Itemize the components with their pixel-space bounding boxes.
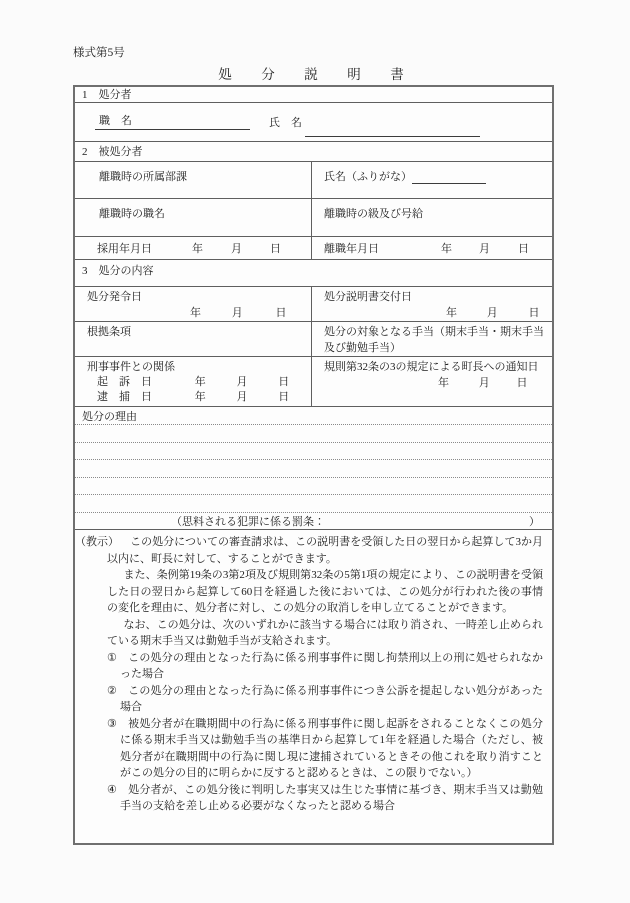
disposer-name-row (75, 103, 552, 142)
delivery-date-label: 処分説明書交付日 (324, 291, 412, 303)
section-1-title: 1 処分者 (82, 89, 132, 101)
penal-provision-close: ） (529, 515, 540, 528)
instruction-paragraph-3: なお、この処分は、次のいずれかに該当する場合には取り消され、一時差し止められている期末手当又は勤勉手当が支給されます。 (107, 618, 543, 647)
reason-fill-line (75, 460, 552, 478)
penal-provision-label: （思料される犯罪に係る罰条： (171, 515, 325, 528)
reason-fill-line (75, 425, 552, 443)
item-2-number: ② (107, 684, 118, 697)
name-furigana-fill-line (412, 169, 486, 184)
allowance-cell (312, 322, 552, 356)
delivery-date-cell (312, 287, 552, 321)
year-label: 年 (192, 243, 203, 255)
day-label: 日 (528, 307, 540, 319)
leave-date-label: 離職年月日 (324, 243, 379, 255)
indictment-date-label: 起 訴 日 (97, 376, 152, 388)
month-label: 月 (231, 307, 243, 319)
month-label: 月 (479, 243, 490, 255)
item-3-number: ③ (107, 717, 118, 730)
hire-date-cell (75, 237, 312, 259)
post-grade-row (75, 199, 552, 237)
criminal-relation-cell (75, 357, 312, 406)
item-4-text: 処分者が、この処分後に判明した事実又は生じた事情に基づき、期末手当又は勤勉手当の支給を差し止める必要がなくなったと認める場合 (120, 783, 543, 812)
penal-provision-line (75, 513, 552, 529)
issue-date-ymd (75, 305, 311, 321)
reason-label-line (75, 407, 552, 425)
criminal-relation-label: 刑事事件との関係 (87, 361, 175, 373)
basis-allowance-row (75, 322, 552, 357)
section-3-header (75, 260, 552, 287)
allowance-label: 処分の対象となる手当（期末手当・期末手当及び勤勉手当） (324, 326, 544, 354)
year-label: 年 (438, 377, 449, 389)
year-label: 年 (194, 376, 206, 388)
department-label: 離職時の所属部課 (99, 171, 187, 183)
issue-date-label: 処分発令日 (87, 291, 142, 303)
month-label: 月 (236, 376, 248, 388)
leave-date-cell (312, 237, 552, 259)
month-label: 月 (236, 391, 248, 403)
day-label: 日 (275, 307, 287, 319)
mayor-notice-cell (312, 357, 552, 406)
department-cell (75, 162, 312, 198)
instruction-paragraph-1 (75, 534, 544, 567)
basis-cell (75, 322, 312, 356)
leaving-post-label: 離職時の職名 (99, 208, 165, 220)
form-table (73, 85, 554, 845)
hire-date-label: 採用年月日 (97, 243, 152, 255)
section-1-header (75, 87, 552, 103)
mayor-notice-ymd (312, 375, 552, 391)
department-row (75, 162, 552, 199)
instruction-text-1: この処分についての審査請求は、この説明書を受領した日の翌日から起算して3か月以内に、町長に対して、することができます。 (107, 536, 544, 565)
instruction-item-1 (107, 650, 543, 683)
instruction-item-3 (107, 716, 543, 782)
disposer-post-field (95, 112, 250, 130)
day-label: 日 (516, 377, 528, 389)
issue-delivery-row (75, 287, 552, 322)
instruction-item-4 (107, 782, 543, 815)
disposer-name-fill-line (305, 136, 480, 137)
item-1-number: ① (107, 651, 118, 664)
section-3-title: 3 処分の内容 (82, 265, 154, 277)
issue-date-cell (75, 287, 312, 321)
leaving-post-cell (75, 199, 312, 236)
day-label: 日 (270, 243, 281, 255)
form-number: 様式第5号 (73, 47, 125, 59)
instruction-paragraph-2: また、条例第19条の3第2項及び規則第32条の5第1項の規定により、この説明書を受領した日の翌日から起算して60日を経過した後においては、この処分が行われた後の事情の変化を理由に、処分者に対し、この処分の取消しを申し立てることができます。 (107, 569, 543, 614)
day-label: 日 (518, 243, 529, 255)
disposer-name-label: 氏 名 (269, 117, 302, 129)
month-label: 月 (231, 243, 242, 255)
name-furigana-label: 氏名（ふりがな） (324, 171, 412, 183)
section-2-title: 2 被処分者 (82, 146, 143, 158)
item-2-text: この処分の理由となった行為に係る刑事事件につき公訴を提起しない処分があった場合 (120, 684, 543, 713)
name-furigana-cell (312, 162, 552, 198)
criminal-notice-row (75, 357, 552, 407)
year-label: 年 (446, 307, 457, 319)
reason-label: 処分の理由 (82, 411, 137, 423)
dates-row (75, 237, 552, 260)
year-label: 年 (194, 391, 206, 403)
instruction-item-2 (107, 683, 543, 716)
indictment-date-line (75, 375, 311, 390)
day-label: 日 (278, 391, 290, 403)
basis-label: 根拠条項 (87, 326, 131, 338)
year-label: 年 (441, 243, 452, 255)
day-label: 日 (278, 376, 290, 388)
reason-fill-line (75, 478, 552, 496)
arrest-date-line (75, 390, 311, 405)
month-label: 月 (478, 377, 490, 389)
reason-fill-line (75, 443, 552, 461)
item-3-text: 被処分者が在職期間中の行為に係る刑事事件に関し起訴をされることなくこの処分に係る期末手当又は勤勉手当の基準日から起算して1年を経過した場合（ただし、被処分者が在職期間中の行為に関し現に逮捕されているときその他これを取り消すことがこの処分の目的に明らかに反すると認めるときは、この限りでない。） (120, 717, 543, 779)
item-4-number: ④ (107, 783, 118, 796)
arrest-date-label: 逮 捕 日 (97, 391, 152, 403)
disposer-post-label: 職 名 (99, 115, 132, 127)
instruction-row (75, 530, 552, 843)
year-label: 年 (190, 307, 201, 319)
reason-fill-line (75, 495, 552, 513)
month-label: 月 (486, 307, 498, 319)
mayor-notice-label: 規則第32条の3の規定による町長への通知日 (324, 361, 539, 373)
grade-cell (312, 199, 552, 236)
section-2-header (75, 142, 552, 162)
reason-row (75, 407, 552, 530)
delivery-date-ymd (312, 305, 552, 321)
grade-label: 離職時の級及び号給 (324, 208, 423, 220)
instruction-label: （教示） (75, 536, 120, 548)
page-title: 処 分 説 明 書 (218, 67, 412, 82)
item-1-text: この処分の理由となった行為に係る刑事事件に関し拘禁刑以上の刑に処せられなかった場合 (120, 651, 543, 680)
